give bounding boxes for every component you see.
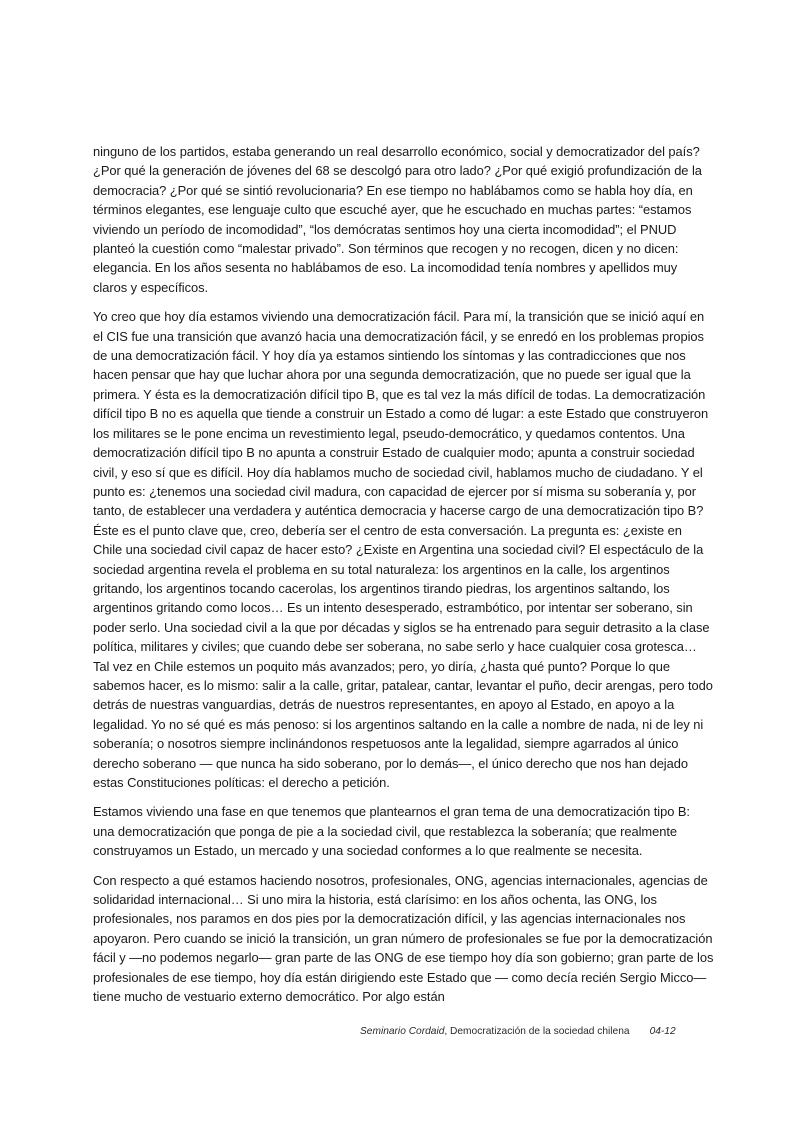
page-footer <box>360 1025 710 1039</box>
paragraph: ninguno de los partidos, estaba generando un real desarrollo económico, social y democratizador del país? ¿Por qué la generación de jóvenes del 68 se descolgó para otro lado? ¿Por qué exigió profundización de la democracia? ¿Por qué se sintió revolucionaria? En ese tiempo no hablábamos como se habla hoy día, en términos elegantes, ese lenguaje culto que escuché ayer, que he escuchado en muchas partes: “estamos viviendo un período de incomodidad”, “los demócratas sentimos hoy una cierta incomodidad”; el PNUD planteó la cuestión como “malestar privado”. Son términos que recogen y no recogen, dicen y no dicen: elegancia. En los años sesenta no hablábamos de eso. La incomodidad tenía nombres y apellidos muy claros y específicos. <box>93 144 702 295</box>
document-body <box>93 142 714 1016</box>
footer-subtitle: , Democratización de la sociedad chilena <box>444 1026 630 1037</box>
page-number: 04-12 <box>649 1026 676 1037</box>
paragraph: Con respecto a qué estamos haciendo nosotros, profesionales, ONG, agencias internacionales, agencias de solidaridad internacional… Si uno mira la historia, está clarísimo: en los años ochenta, las ONG, los profesionales, nos paramos en dos pies por la democratización difícil, y las agencias internacionales nos apoyaron. Pero cuando se inició la transición, un gran número de profesionales se fue por la democratización fácil y —no podemos negarlo— gran parte de las ONG de ese tiempo hoy día son gobierno; gran parte de los profesionales de ese tiempo, hoy día están dirigiendo este Estado que — como decía recién Sergio Micco— tiene mucho de vestuario externo democrático. Por algo están <box>93 872 714 1005</box>
paragraph: Yo creo que hoy día estamos viviendo una democratización fácil. Para mí, la transición que se inició aquí en el CIS fue una transición que avanzó hacia una democratización fácil, y se enredó en los problemas propios de una democratización fácil. Y hoy día ya estamos sintiendo los síntomas y las contradicciones que nos hacen pensar que hay que luchar ahora por una segunda democratización, que no puede ser igual que la primera. Y ésta es la democratización difícil tipo B, que es tal vez la más difícil de todas. La democratización difícil tipo B no es aquella que tiende a construir un Estado a como dé lugar: a este Estado que construyeron los militares se le pone encima un revestimiento legal, pseudo-democrático, y quedamos contentos. Una democratización difícil tipo B no apunta a construir Estado de cualquier modo; apunta a construir sociedad civil, y eso sí que es difícil. Hoy día hablamos mucho de sociedad civil, hablamos mucho de ciudadano. Y el punto es: ¿tenemos una sociedad civil madura, con capacidad de ejercer por sí misma su soberanía y, por tanto, de establecer una verdadera y auténtica democracia y hacerse cargo de una democratización tipo B? Éste es el punto clave que, creo, debería ser el centro de esta conversación. La pregunta es: ¿existe en Chile una sociedad civil capaz de hacer esto? ¿Existe en Argentina una sociedad civil? El espectáculo de la sociedad argentina revela el problema en su total naturaleza: los argentinos en la calle, los argentinos gritando, los argentinos tocando cacerolas, los argentinos tirando piedras, los argentinos saltando, los argentinos gritando como locos… Es un intento desesperado, estrambótico, por intentar ser soberano, sin poder serlo. Una sociedad civil a la que por décadas y siglos se ha entrenado para seguir detrasito a la clase política, militares y civiles; que cuando debe ser soberana, no sabe serlo y hace cualquier cosa grotesca… Tal vez en Chile estemos un poquito más avanzados; pero, yo diría, ¿hasta qué punto? Porque lo que sabemos hacer, es lo mismo: salir a la calle, gritar, patalear, cantar, levantar el puño, decir arengas, pero todo detrás de nuestras vanguardias, detrás de nuestros representantes, en apoyo al Estado, en apoyo a la legalidad. Yo no sé qué es más penoso: si los argentinos saltando en la calle a nombre de nada, ni de ley ni soberanía; o nosotros siempre inclinándonos respetuosos ante la legalidad, siempre agarrados al único derecho soberano — que nunca ha sido soberano, por lo demás—, el único derecho que nos han dejado estas Constituciones políticas: el derecho a petición. <box>93 309 713 790</box>
paragraph: Estamos viviendo una fase en que tenemos que plantearnos el gran tema de una democratización tipo B: una democratización que ponga de pie a la sociedad civil, que restablezca la soberanía; que realmente construyamos un Estado, un mercado y una sociedad conformes a lo que realmente se necesita. <box>93 804 690 859</box>
footer-seminar-title: Seminario Cordaid <box>360 1026 445 1037</box>
